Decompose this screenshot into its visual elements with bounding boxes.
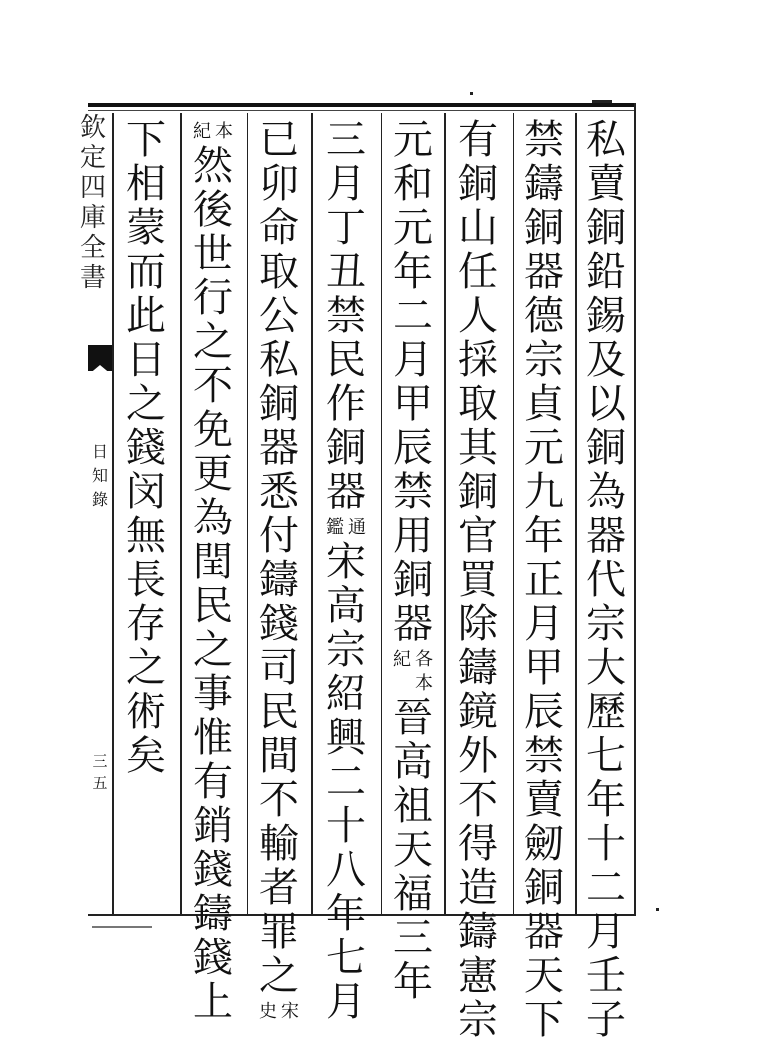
- annotation-glyph: 宋: [281, 1001, 299, 1022]
- text-glyph: 錢: [193, 847, 233, 893]
- text-glyph: 下: [126, 117, 166, 163]
- text-glyph: 辰: [393, 425, 433, 471]
- text-glyph: 山: [458, 205, 498, 251]
- text-glyph: 三: [393, 915, 433, 961]
- text-glyph: 興: [326, 715, 366, 761]
- text-glyph: 銅: [586, 205, 626, 251]
- text-glyph: 二: [393, 293, 433, 339]
- text-glyph: 二: [326, 759, 366, 805]
- text-glyph: 晉: [393, 695, 433, 741]
- text-glyph: 任: [458, 249, 498, 295]
- text-glyph: 錢: [126, 425, 166, 471]
- text-glyph: 七: [586, 733, 626, 779]
- text-glyph: 天: [393, 827, 433, 873]
- text-glyph: 銅: [458, 469, 498, 515]
- text-glyph: 用: [393, 513, 433, 559]
- text-glyph: 丁: [326, 205, 366, 251]
- text-column-2: [516, 117, 572, 1043]
- top-border-rule: [88, 103, 636, 107]
- text-glyph: 之: [126, 381, 166, 427]
- text-glyph: 大: [586, 645, 626, 691]
- annotation-glyph: 本: [415, 673, 433, 694]
- annotation-subcolumn: [391, 648, 413, 696]
- text-glyph: 私: [259, 337, 299, 383]
- text-glyph: 銅: [524, 205, 564, 251]
- annotation-subcolumn: [413, 648, 435, 696]
- text-glyph: 民: [326, 337, 366, 383]
- right-frame-line: [634, 103, 636, 916]
- text-glyph: 然: [193, 143, 233, 189]
- text-glyph: 宗: [524, 337, 564, 383]
- text-glyph: 之: [126, 645, 166, 691]
- library-label-glyph: 四: [79, 173, 106, 203]
- annotation-glyph: 史: [259, 1001, 277, 1022]
- text-glyph: 月: [586, 909, 626, 955]
- text-glyph: 鉛: [586, 249, 626, 295]
- text-glyph: 罪: [259, 909, 299, 955]
- text-glyph: 得: [458, 821, 498, 867]
- text-glyph: 元: [524, 425, 564, 471]
- text-glyph: 和: [393, 161, 433, 207]
- text-glyph: 鏡: [458, 689, 498, 735]
- annotation-glyph: 各: [415, 649, 433, 670]
- text-glyph: 宗: [458, 997, 498, 1043]
- text-glyph: 有: [193, 759, 233, 805]
- text-glyph: 下: [524, 997, 564, 1043]
- column-divider: [247, 113, 248, 914]
- text-glyph: 之: [259, 953, 299, 999]
- text-glyph: 代: [586, 557, 626, 603]
- text-glyph: 紹: [326, 671, 366, 717]
- text-glyph: 官: [458, 513, 498, 559]
- text-glyph: 器: [524, 909, 564, 955]
- text-glyph: 賣: [524, 777, 564, 823]
- text-glyph: 天: [524, 953, 564, 999]
- text-glyph: 器: [586, 513, 626, 559]
- text-glyph: 長: [126, 557, 166, 603]
- text-glyph: 闵: [126, 469, 166, 515]
- text-glyph: 術: [126, 689, 166, 735]
- text-glyph: 民: [259, 689, 299, 735]
- text-glyph: 月: [524, 601, 564, 647]
- page-number: [88, 750, 112, 794]
- text-column-1: [578, 117, 634, 1043]
- text-glyph: 有: [458, 117, 498, 163]
- text-glyph: 宗: [326, 627, 366, 673]
- text-glyph: 年: [393, 959, 433, 1005]
- text-column-4: [385, 117, 441, 1005]
- text-glyph: 月: [326, 979, 366, 1025]
- book-title-glyph: 知: [91, 466, 108, 485]
- text-glyph: 高: [326, 583, 366, 629]
- text-glyph: 錢: [259, 601, 299, 647]
- text-glyph: 之: [193, 319, 233, 365]
- text-glyph: 丑: [326, 249, 366, 295]
- text-glyph: 銅: [524, 865, 564, 911]
- text-glyph: 年: [586, 777, 626, 823]
- text-glyph: 元: [393, 117, 433, 163]
- column-divider: [513, 113, 514, 914]
- text-glyph: 二: [586, 865, 626, 911]
- annotation-glyph: 本: [215, 121, 233, 142]
- text-glyph: 民: [193, 583, 233, 629]
- ink-speck: [592, 100, 612, 103]
- annotation-subcolumn: [191, 120, 213, 144]
- fishtail-notch: [88, 365, 112, 375]
- text-glyph: 甲: [524, 645, 564, 691]
- text-glyph: 鑄: [259, 557, 299, 603]
- text-glyph: 年: [326, 891, 366, 937]
- annotation-subcolumn: [324, 516, 346, 540]
- text-glyph: 銷: [193, 803, 233, 849]
- text-glyph: 十: [326, 803, 366, 849]
- annotation-subcolumn: [346, 516, 368, 540]
- text-glyph: 除: [458, 601, 498, 647]
- text-glyph: 銅: [458, 161, 498, 207]
- text-glyph: 蒙: [126, 205, 166, 251]
- text-glyph: 間: [259, 733, 299, 779]
- text-glyph: 禁: [524, 733, 564, 779]
- annotation-note: [385, 648, 441, 696]
- text-glyph: 者: [259, 865, 299, 911]
- text-glyph: 壬: [586, 953, 626, 999]
- text-glyph: 宋: [326, 539, 366, 585]
- text-glyph: 歷: [586, 689, 626, 735]
- text-glyph: 器: [393, 601, 433, 647]
- text-glyph: 取: [458, 381, 498, 427]
- text-glyph: 宗: [586, 601, 626, 647]
- text-glyph: 上: [193, 979, 233, 1025]
- text-glyph: 劒: [524, 821, 564, 867]
- page-number-glyph: 三: [92, 752, 108, 770]
- text-glyph: 銅: [393, 557, 433, 603]
- text-glyph: 世: [193, 231, 233, 277]
- text-glyph: 七: [326, 935, 366, 981]
- library-label-glyph: 全: [79, 233, 106, 263]
- text-glyph: 器: [326, 469, 366, 515]
- text-glyph: 月: [326, 161, 366, 207]
- ink-speck: [470, 92, 473, 95]
- column-divider: [575, 113, 577, 914]
- text-glyph: 取: [259, 249, 299, 295]
- text-glyph: 免: [193, 407, 233, 453]
- text-glyph: 已: [259, 117, 299, 163]
- text-glyph: 元: [393, 205, 433, 251]
- text-glyph: 禁: [326, 293, 366, 339]
- annotation-subcolumn: [213, 120, 235, 144]
- text-glyph: 日: [126, 337, 166, 383]
- text-glyph: 私: [586, 117, 626, 163]
- text-glyph: 高: [393, 739, 433, 785]
- text-glyph: 甲: [393, 381, 433, 427]
- text-glyph: 錢: [193, 935, 233, 981]
- text-glyph: 悉: [259, 469, 299, 515]
- annotation-glyph: 鑑: [326, 517, 344, 538]
- text-glyph: 禁: [393, 469, 433, 515]
- text-glyph: 祖: [393, 783, 433, 829]
- text-glyph: 矣: [126, 733, 166, 779]
- column-divider: [444, 113, 446, 914]
- column-divider: [381, 113, 382, 914]
- text-glyph: 其: [458, 425, 498, 471]
- annotation-subcolumn: [279, 1000, 301, 1024]
- text-glyph: 器: [524, 249, 564, 295]
- page-number-glyph: 五: [92, 774, 108, 792]
- book-title-glyph: 錄: [91, 490, 108, 509]
- text-glyph: 月: [393, 337, 433, 383]
- text-glyph: 而: [126, 249, 166, 295]
- text-glyph: 為: [586, 469, 626, 515]
- text-glyph: 存: [126, 601, 166, 647]
- text-glyph: 德: [524, 293, 564, 339]
- text-glyph: 八: [326, 847, 366, 893]
- text-glyph: 為: [193, 495, 233, 541]
- text-glyph: 惟: [193, 715, 233, 761]
- library-label: [76, 113, 110, 313]
- text-column-6: [251, 117, 307, 1022]
- text-column-7: [185, 118, 241, 1025]
- library-label-glyph: 欽: [79, 113, 106, 143]
- text-glyph: 無: [126, 513, 166, 559]
- text-glyph: 錫: [586, 293, 626, 339]
- text-glyph: 子: [586, 997, 626, 1043]
- annotation-note: [185, 120, 241, 144]
- library-label-glyph: 定: [79, 143, 106, 173]
- text-glyph: 十: [586, 821, 626, 867]
- text-glyph: 福: [393, 871, 433, 917]
- ink-speck: [656, 908, 659, 911]
- text-glyph: 相: [126, 161, 166, 207]
- text-glyph: 銅: [326, 425, 366, 471]
- text-glyph: 不: [193, 363, 233, 409]
- text-glyph: 買: [458, 557, 498, 603]
- library-label-glyph: 書: [79, 263, 106, 293]
- text-column-8: [118, 118, 174, 913]
- text-glyph: 及: [586, 337, 626, 383]
- text-glyph: 公: [259, 293, 299, 339]
- text-glyph: 銅: [586, 425, 626, 471]
- text-glyph: 銅: [259, 381, 299, 427]
- annotation-note: [318, 516, 374, 540]
- text-column-5: [318, 117, 374, 1025]
- text-glyph: 賣: [586, 161, 626, 207]
- text-glyph: 命: [259, 205, 299, 251]
- text-glyph: 正: [524, 557, 564, 603]
- ink-speck: [92, 926, 152, 928]
- text-glyph: 付: [259, 513, 299, 559]
- text-glyph: 三: [326, 117, 366, 163]
- text-glyph: 行: [193, 275, 233, 321]
- annotation-subcolumn: [257, 1000, 279, 1024]
- text-glyph: 年: [524, 513, 564, 559]
- text-glyph: 九: [524, 469, 564, 515]
- text-glyph: 禁: [524, 117, 564, 163]
- text-glyph: 後: [193, 187, 233, 233]
- text-glyph: 採: [458, 337, 498, 383]
- annotation-glyph: 紀: [193, 121, 211, 142]
- text-glyph: 更: [193, 451, 233, 497]
- text-glyph: 造: [458, 865, 498, 911]
- text-glyph: 輸: [259, 821, 299, 867]
- annotation-glyph: 紀: [393, 649, 411, 670]
- text-glyph: 不: [259, 777, 299, 823]
- text-glyph: 司: [259, 645, 299, 691]
- text-glyph: 外: [458, 733, 498, 779]
- top-border-rule-inner: [88, 110, 636, 111]
- text-glyph: 年: [393, 249, 433, 295]
- text-glyph: 器: [259, 425, 299, 471]
- annotation-glyph: 通: [348, 517, 366, 538]
- text-glyph: 憲: [458, 953, 498, 999]
- annotation-note: [251, 1000, 307, 1024]
- text-glyph: 閏: [193, 539, 233, 585]
- text-glyph: 鑄: [458, 645, 498, 691]
- column-divider: [180, 113, 182, 914]
- text-glyph: 以: [586, 381, 626, 427]
- text-glyph: 貞: [524, 381, 564, 427]
- text-glyph: 卯: [259, 161, 299, 207]
- library-label-glyph: 庫: [79, 203, 106, 233]
- column-divider: [311, 113, 313, 914]
- left-frame-line: [112, 113, 114, 916]
- text-glyph: 事: [193, 671, 233, 717]
- text-glyph: 鑄: [193, 891, 233, 937]
- text-glyph: 之: [193, 627, 233, 673]
- text-glyph: 辰: [524, 689, 564, 735]
- text-column-3: [450, 117, 506, 1043]
- book-title-glyph: 日: [91, 442, 108, 461]
- text-glyph: 不: [458, 777, 498, 823]
- text-glyph: 鑄: [524, 161, 564, 207]
- book-title: [88, 440, 112, 512]
- text-glyph: 鑄: [458, 909, 498, 955]
- text-glyph: 人: [458, 293, 498, 339]
- text-glyph: 作: [326, 381, 366, 427]
- text-glyph: 此: [126, 293, 166, 339]
